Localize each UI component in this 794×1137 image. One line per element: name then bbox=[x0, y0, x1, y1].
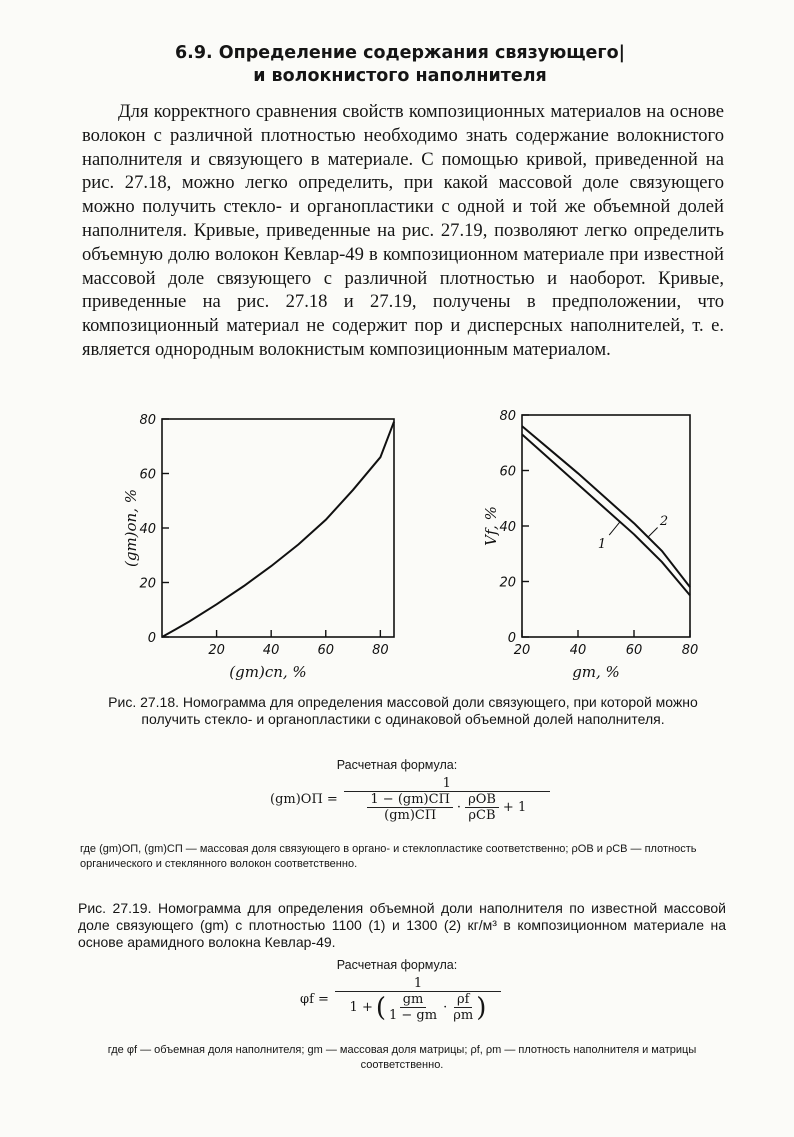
formula-19-lhs: φf = bbox=[300, 992, 329, 1007]
formula-18-tail: + 1 bbox=[502, 800, 527, 815]
figure-27-18-caption: Рис. 27.18. Номограмма для определения массовой доли связующего, при которой можно получить стекло- и органопластики с одинаковой объемной долей наполнителя. bbox=[108, 694, 698, 727]
formula-19-rho-den: ρm bbox=[453, 1008, 474, 1023]
formula-18-den: $\frac{1 - (gm)СП}{(gm)СП}$ · $\frac{\text{ρОВ}}{\text{ρСВ}}$ + 1 bbox=[364, 792, 529, 823]
formula-19-num: 1 bbox=[335, 976, 501, 992]
x-tick-label: 20 bbox=[208, 643, 225, 658]
x-tick-label: 60 bbox=[625, 643, 643, 658]
figure-27-18-chart bbox=[110, 405, 410, 685]
section-title-line2: и волокнистого наполнителя bbox=[253, 66, 547, 86]
x-tick-label: 40 bbox=[262, 643, 280, 658]
y-tick-label: 80 bbox=[139, 413, 156, 428]
formula-19-one: 1 + bbox=[349, 1000, 373, 1015]
figure-27-19-caption: Рис. 27.19. Номограмма для определения объемной доли наполнителя по известной массовой доле связующего (gm) с плотностью 1100 (1) и 1300 (2) кг/м³ в композиционном материале на основе арамидного волокна Кевлар-49. bbox=[78, 900, 726, 950]
y-tick-label: 60 bbox=[139, 467, 156, 483]
x-axis-label: gm, % bbox=[572, 663, 620, 681]
body-paragraph: Для корректного сравнения свойств композиционных материалов на основе волокон с различной плотностью необходимо знать содержание волокнистого наполнителя и связующего в материале. С помощью кривой, приведенной на рис. 27.18, можно легко определить, при какой массовой доле связующего можно получить стекло- и органопластики с одной и той же объемной долей наполнителя. Кривые, приведенные на рис. 27.19, позволяют легко определить объемную долю волокон Кевлар-49 в композиционном материале при известной массовой доле связующего с различной плотностью и наоборот. Кривые, приведенные на рис. 27.18 и 27.19, получены в предположении, что композиционный материал не содержит пор и дисперсных наполнителей, т. е. является однородным волокнистым композиционным материалом. bbox=[82, 101, 724, 360]
figure-27-19-formula-label: Расчетная формула: bbox=[336, 958, 458, 972]
formula-18-inner-den: (gm)СП bbox=[384, 808, 437, 823]
formula-18-fraction bbox=[344, 776, 550, 823]
plot-frame bbox=[162, 419, 394, 637]
series-leader-1 bbox=[609, 522, 620, 535]
x-tick-label: 80 bbox=[372, 643, 389, 658]
formula-18-lhs: (gm)ОП = bbox=[270, 792, 338, 807]
x-axis-label: (gm)сп, % bbox=[229, 663, 307, 681]
y-axis-label: (gm)оп, % bbox=[122, 488, 140, 568]
figure-27-18-formula bbox=[270, 776, 550, 823]
x-tick-label: 20 bbox=[513, 643, 531, 658]
figure-27-19-formula bbox=[300, 976, 501, 1023]
y-tick-label: 20 bbox=[499, 575, 516, 591]
y-tick-label: 40 bbox=[499, 520, 516, 535]
formula-19-g-num: gm bbox=[400, 992, 427, 1008]
figure-27-19-chart bbox=[470, 405, 720, 685]
formula-18-num: 1 bbox=[344, 776, 550, 792]
figure-27-18-formula-label: Расчетная формула: bbox=[336, 758, 458, 772]
figure-27-19-note: где φf — объемная доля наполнителя; gm — массовая доля матрицы; ρf, ρm — плотность наполнителя и матрицы соответственно. bbox=[107, 1044, 697, 1071]
y-tick-label: 0 bbox=[507, 631, 516, 646]
y-tick-label: 60 bbox=[499, 464, 516, 480]
x-tick-label: 40 bbox=[569, 643, 587, 658]
x-tick-label: 80 bbox=[681, 643, 699, 658]
y-tick-label: 0 bbox=[147, 631, 156, 646]
formula-19-g-den: 1 − gm bbox=[389, 1008, 438, 1023]
series-label-2: 2 bbox=[659, 514, 669, 530]
formula-19-fraction bbox=[335, 976, 501, 1023]
y-tick-label: 40 bbox=[139, 522, 156, 537]
formula-19-rho-num: ρf bbox=[454, 992, 472, 1008]
formula-19-den: 1 + ( $\frac{gm}{1 - gm}$ · $\frac{\rho f}{\rho m}$ ) bbox=[349, 992, 487, 1023]
formula-18-rho-den: ρСВ bbox=[468, 808, 496, 823]
y-tick-label: 20 bbox=[139, 576, 156, 592]
series-line-1 bbox=[162, 422, 394, 637]
y-axis-label: Vf, % bbox=[482, 506, 500, 546]
series-leader-2 bbox=[648, 528, 658, 538]
section-title-line1: 6.9. Определение содержания связующего| bbox=[175, 43, 625, 63]
y-tick-label: 80 bbox=[499, 409, 516, 424]
figure-27-18-note: где (gm)ОП, (gm)СП — массовая доля связующего в органо- и стеклопластике соответственно; ρОВ и ρСВ — плотность органического и стеклянного волокон соответственно. bbox=[80, 843, 697, 870]
formula-18-inner-num: 1 − (gm)СП bbox=[367, 792, 453, 808]
formula-18-rho-num: ρОВ bbox=[465, 792, 499, 808]
series-label-1: 1 bbox=[597, 536, 607, 552]
series-line-2 bbox=[522, 426, 690, 587]
x-tick-label: 60 bbox=[317, 643, 335, 658]
section-title bbox=[120, 42, 680, 88]
